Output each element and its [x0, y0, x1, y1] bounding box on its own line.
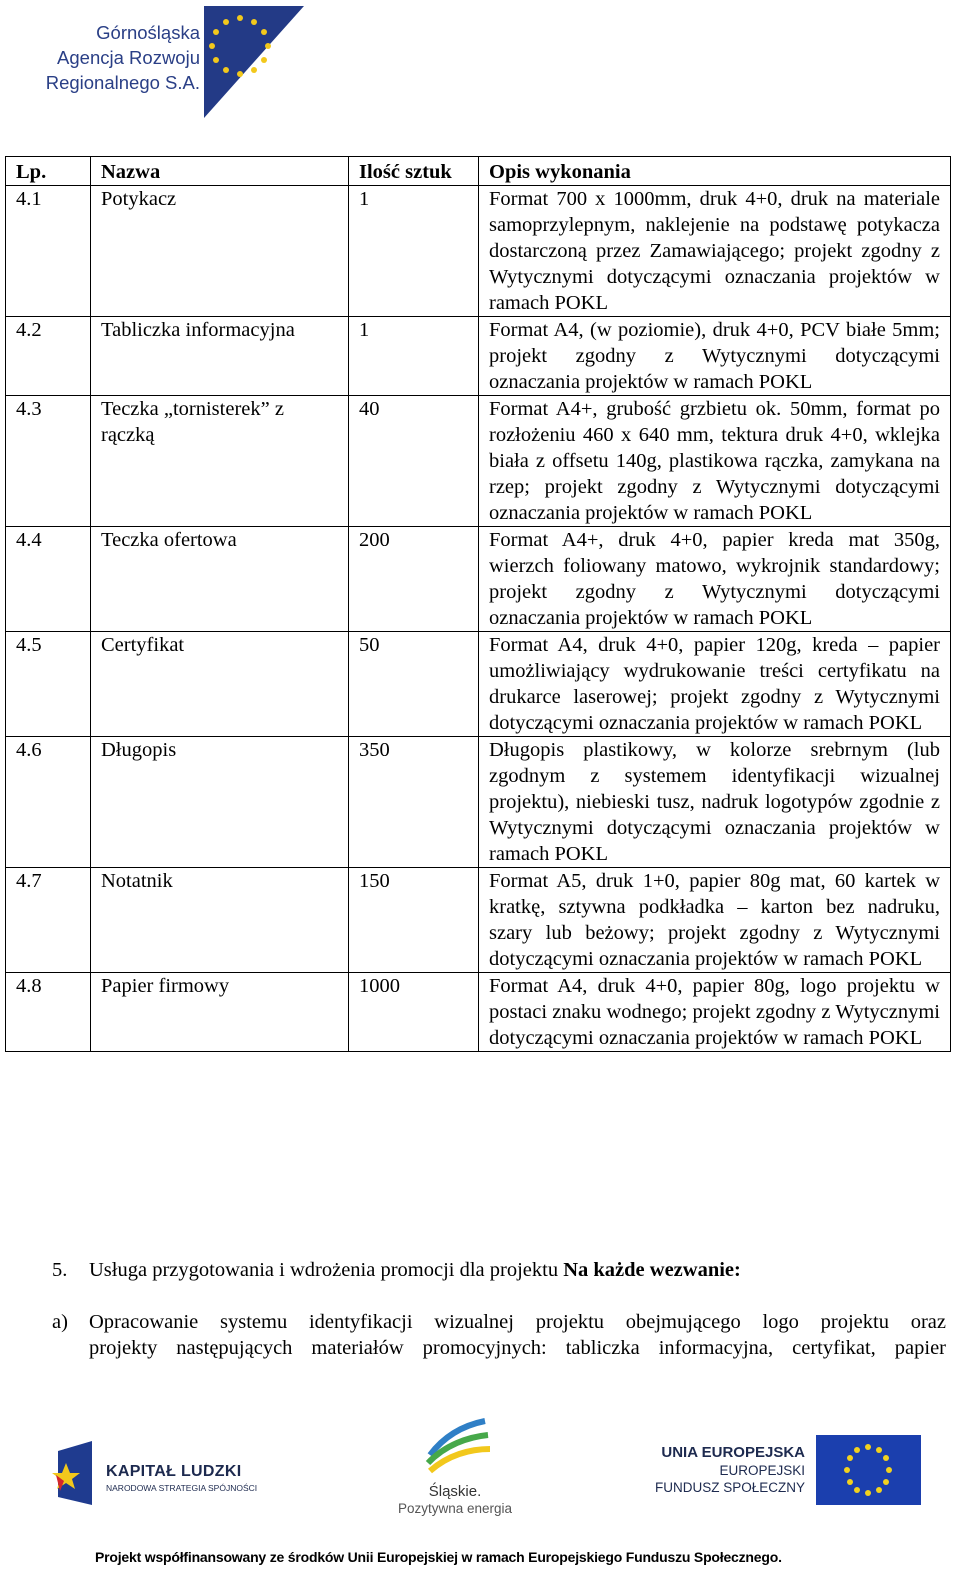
- cell-name: Długopis: [91, 737, 349, 868]
- cell-name: Certyfikat: [91, 632, 349, 737]
- slaskie-slogan: Pozytywna energia: [397, 1501, 513, 1516]
- paragraph-a: [52, 1309, 946, 1361]
- eu-efs-logo: [650, 1435, 925, 1510]
- cofinancing-note: Projekt współfinansowany ze środków Unii Europejskiej w ramach Europejskiego Funduszu Społecznego.: [95, 1549, 782, 1565]
- cell-qty: 350: [349, 737, 479, 868]
- slaskie-logo: [390, 1415, 530, 1525]
- table-row: [6, 632, 951, 737]
- cell-name: Tabliczka informacyjna: [91, 317, 349, 396]
- paragraph-line-2: projekty następujących materiałów promocyjnych: tabliczka informacyjna, certyfikat, papier: [89, 1337, 946, 1359]
- cell-lp: 4.4: [6, 527, 91, 632]
- cell-desc: Format A5, druk 1+0, papier 80g mat, 60 kartek w kratkę, sztywna podkładka – karton bez nadruku, szary lub beżowy; projekt zgodny z Wytycznymi dotyczącymi oznaczania projektów w ramach POKL: [479, 868, 951, 973]
- table-row: [6, 527, 951, 632]
- logo-text: [38, 20, 200, 95]
- col-header-qty: Ilość sztuk: [349, 157, 479, 186]
- table-row: [6, 868, 951, 973]
- cell-desc: Format A4, druk 4+0, papier 80g, logo projektu w postaci znaku wodnego; projekt zgodny z Wytycznymi dotyczącymi oznaczania projektów w ramach POKL: [479, 973, 951, 1052]
- cell-qty: 150: [349, 868, 479, 973]
- table-row: [6, 396, 951, 527]
- table-row: [6, 186, 951, 317]
- cell-name: Teczka ofertowa: [91, 527, 349, 632]
- logo-line-2: Agencja Rozwoju: [57, 47, 200, 68]
- col-header-name: Nazwa: [91, 157, 349, 186]
- eu-flag-icon: [816, 1435, 921, 1505]
- materials-table: [5, 156, 951, 1052]
- cell-desc: Format A4+, druk 4+0, papier kreda mat 350g, wierzch foliowany matowo, wykrojnik standardowy; projekt zgodny z Wytycznymi dotyczącymi oznaczania projektów w ramach POKL: [479, 527, 951, 632]
- cell-name: Notatnik: [91, 868, 349, 973]
- cell-name: Teczka „tornisterek” z rączką: [91, 396, 349, 527]
- cell-desc: Format A4+, grubość grzbietu ok. 50mm, format po rozłożeniu 460 x 640 mm, tektura druk 4+0, wklejka biała z offsetu 140g, plastikowa rączka, zamykana na rzep; projekt zgodny z Wytycznymi dotyczącymi oznaczania projektów w ramach POKL: [479, 396, 951, 527]
- section-bold-text: Na każde wezwanie:: [563, 1259, 741, 1281]
- table-row: [6, 973, 951, 1052]
- eu-stars-flag-icon: [204, 6, 304, 118]
- kapital-ludzki-star-icon: [52, 1441, 100, 1505]
- cell-qty: 200: [349, 527, 479, 632]
- cell-name: Papier firmowy: [91, 973, 349, 1052]
- paragraph-label: a): [52, 1311, 68, 1333]
- kapital-ludzki-logo: [52, 1435, 272, 1507]
- col-header-lp: Lp.: [6, 157, 91, 186]
- cell-name: Potykacz: [91, 186, 349, 317]
- cell-desc: Format A4, (w poziomie), druk 4+0, PCV białe 5mm; projekt zgodny z Wytycznymi dotyczącymi oznaczania projektów w ramach POKL: [479, 317, 951, 396]
- cell-qty: 1: [349, 186, 479, 317]
- logo-line-3: Regionalnego S.A.: [45, 72, 200, 93]
- logo-line-1: Górnośląska: [96, 22, 200, 43]
- cell-desc: Format A4, druk 4+0, papier 120g, kreda – papier umożliwiający wydrukowanie treści certyfikatu na drukarce laserowej; projekt zgodny z Wytycznymi dotyczącymi oznaczania projektów w ramach POKL: [479, 632, 951, 737]
- cell-qty: 50: [349, 632, 479, 737]
- eu-line-2: EUROPEJSKI: [719, 1463, 805, 1478]
- cell-lp: 4.6: [6, 737, 91, 868]
- cell-qty: 40: [349, 396, 479, 527]
- cell-lp: 4.1: [6, 186, 91, 317]
- cell-qty: 1: [349, 317, 479, 396]
- cell-lp: 4.2: [6, 317, 91, 396]
- section-5-heading: [52, 1257, 952, 1283]
- cell-qty: 1000: [349, 973, 479, 1052]
- kapital-ludzki-title: KAPITAŁ LUDZKI: [106, 1463, 242, 1480]
- slaskie-waves-icon: [390, 1415, 520, 1481]
- paragraph-line-1: Opracowanie systemu identyfikacji wizualnej projektu obejmującego logo projektu oraz: [89, 1311, 946, 1333]
- garr-logo: [38, 6, 308, 121]
- section-text: Usługa przygotowania i wdrożenia promocji dla projektu: [89, 1259, 564, 1281]
- table-row: [6, 317, 951, 396]
- col-header-desc: Opis wykonania: [479, 157, 951, 186]
- table-header-row: [6, 157, 951, 186]
- cell-lp: 4.5: [6, 632, 91, 737]
- eu-line-3: FUNDUSZ SPOŁECZNY: [654, 1480, 805, 1495]
- eu-line-1: UNIA EUROPEJSKA: [661, 1444, 805, 1461]
- cell-desc: Długopis plastikowy, w kolorze srebrnym (lub zgodnym z systemem identyfikacji wizualnej projektu), niebieski tusz, nadruk logotypów zgodnie z Wytycznymi dotyczącymi oznaczania projektów w ramach POKL: [479, 737, 951, 868]
- cell-lp: 4.3: [6, 396, 91, 527]
- cell-lp: 4.7: [6, 868, 91, 973]
- eu-efs-text: [650, 1443, 805, 1496]
- kapital-ludzki-subtitle: NARODOWA STRATEGIA SPÓJNOŚCI: [106, 1483, 258, 1493]
- cell-desc: Format 700 x 1000mm, druk 4+0, druk na materiale samoprzylepnym, naklejenie na podstawę potykacza dostarczoną przez Zamawiającego; projekt zgodny z Wytycznymi dotyczącymi oznaczania projektów w ramach POKL: [479, 186, 951, 317]
- table-row: [6, 737, 951, 868]
- section-number: 5.: [52, 1259, 68, 1281]
- footer: [0, 1385, 960, 1579]
- slaskie-name: Śląskie.: [428, 1483, 482, 1500]
- cell-lp: 4.8: [6, 973, 91, 1052]
